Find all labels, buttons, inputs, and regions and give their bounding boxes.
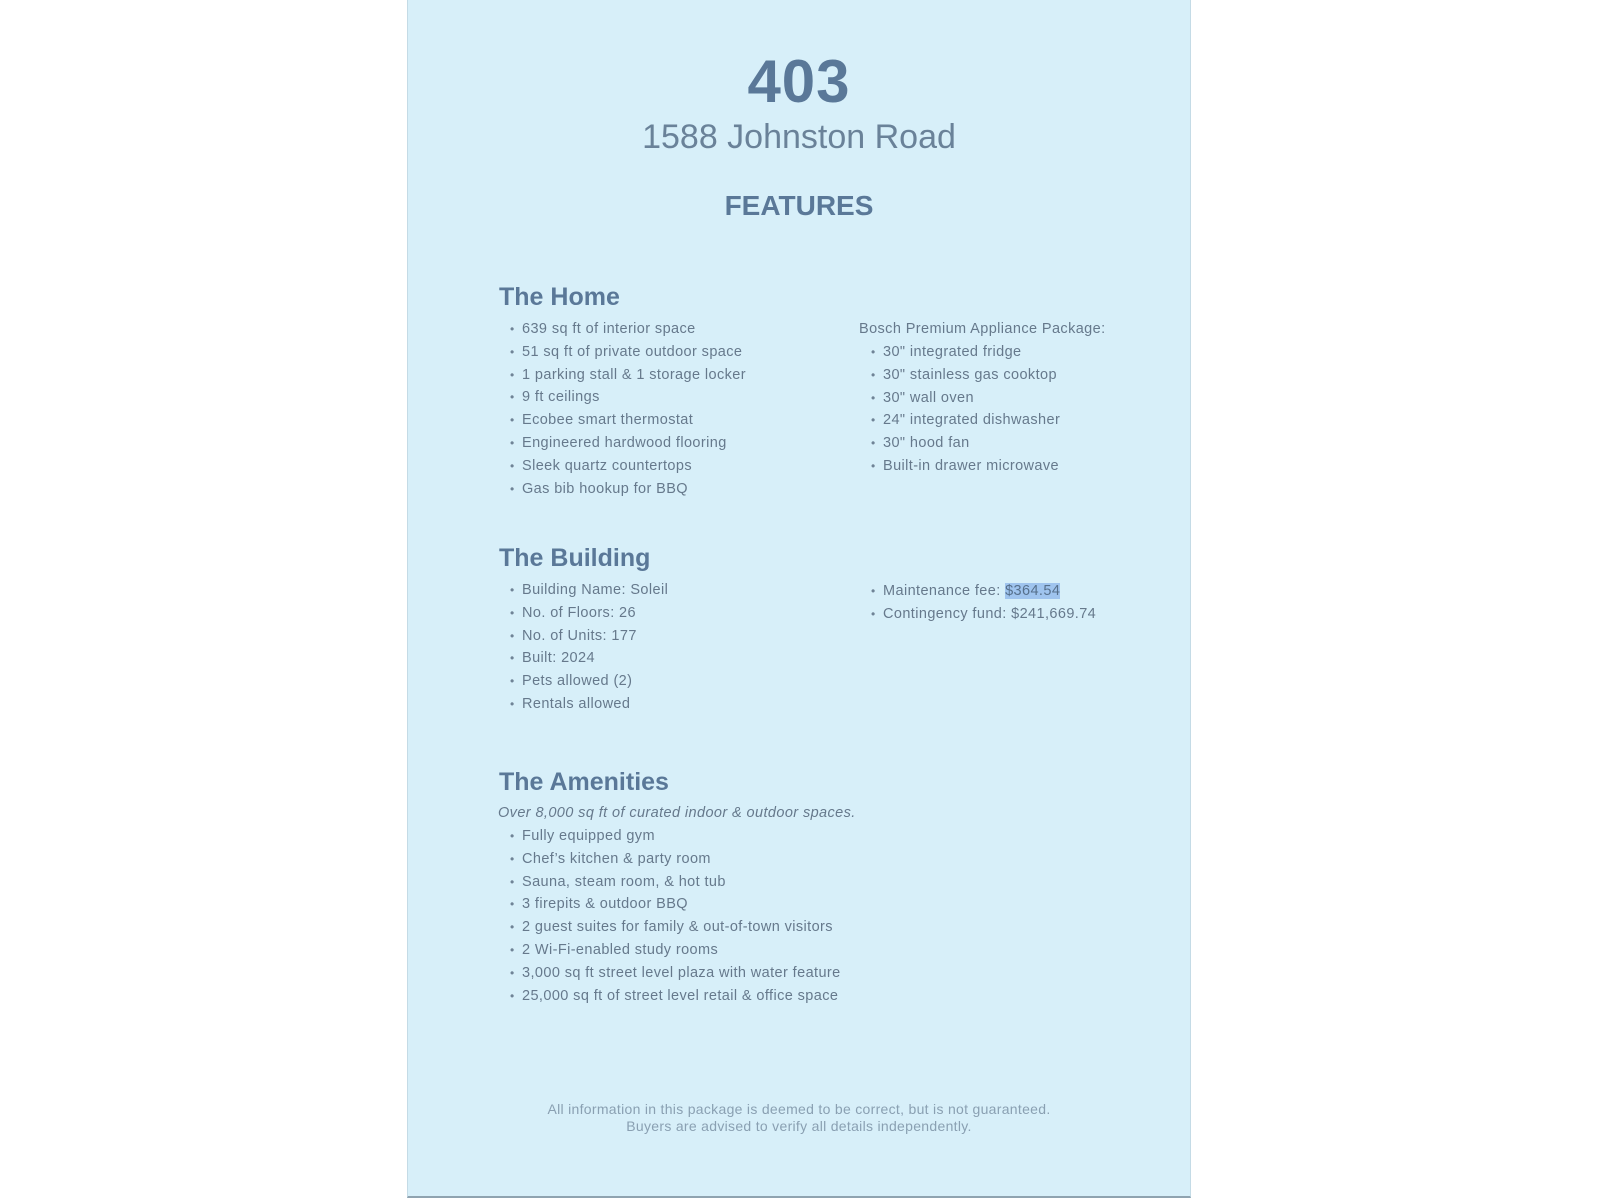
list-item: • 2 Wi-Fi-enabled study rooms xyxy=(510,939,841,962)
appliance-list xyxy=(871,341,1060,478)
bullet-icon: • xyxy=(871,413,876,428)
list-item: • 25,000 sq ft of street level retail & office space xyxy=(510,985,841,1008)
list-item: • 3,000 sq ft street level plaza with water feature xyxy=(510,962,841,985)
list-item: • No. of Units: 177 xyxy=(510,625,668,648)
list-item: • 30" hood fan xyxy=(871,432,1060,455)
bullet-icon: • xyxy=(510,583,515,597)
list-item: • 30" wall oven xyxy=(871,387,1060,410)
disclaimer xyxy=(408,1101,1190,1135)
bullet-icon: • xyxy=(510,628,515,643)
property-address: 1588 Johnston Road xyxy=(642,118,956,156)
list-item: • 51 sq ft of private outdoor space xyxy=(510,341,746,364)
list-item: • Building Name: Soleil xyxy=(510,579,668,602)
list-item: • Rentals allowed xyxy=(510,693,668,716)
appliance-package-heading: Bosch Premium Appliance Package: xyxy=(859,321,1106,337)
amenities-tagline: Over 8,000 sq ft of curated indoor & outdoor spaces. xyxy=(498,805,856,821)
features-heading: FEATURES xyxy=(724,190,874,221)
bullet-icon: • xyxy=(510,829,515,843)
list-item-maintenance-fee: • Maintenance fee: $364.54 xyxy=(871,580,1096,603)
bullet-icon: • xyxy=(510,458,515,473)
amenities-list xyxy=(510,825,841,1007)
bullet-icon: • xyxy=(510,965,515,980)
bullet-icon: • xyxy=(871,390,876,405)
section-title-amenities: The Amenities xyxy=(499,768,669,796)
disclaimer-line-1: All information in this package is deemed to be correct, but is not guaranteed. xyxy=(547,1101,1051,1117)
bullet-icon: • xyxy=(510,696,515,711)
list-item: • 639 sq ft of interior space xyxy=(510,318,746,341)
list-item: • Gas bib hookup for BBQ xyxy=(510,478,746,501)
disclaimer-line-2: Buyers are advised to verify all details independently. xyxy=(626,1118,972,1134)
bullet-icon: • xyxy=(510,988,515,1003)
building-financials-list xyxy=(871,580,1096,626)
list-item: • Chef’s kitchen & party room xyxy=(510,848,841,871)
list-item: • Sauna, steam room, & hot tub xyxy=(510,871,841,894)
list-item: • Ecobee smart thermostat xyxy=(510,409,746,432)
maintenance-fee-value-selected[interactable]: $364.54 xyxy=(1005,583,1061,599)
list-item: • Fully equipped gym xyxy=(510,825,841,848)
list-item: • 9 ft ceilings xyxy=(510,386,746,409)
bullet-icon: • xyxy=(510,874,515,889)
bullet-icon: • xyxy=(871,584,876,598)
list-item: • Pets allowed (2) xyxy=(510,670,668,693)
bullet-icon: • xyxy=(871,367,876,382)
bullet-icon: • xyxy=(510,322,515,336)
bullet-icon: • xyxy=(510,651,515,666)
list-item: • 2 guest suites for family & out-of-town visitors xyxy=(510,916,841,939)
list-item: • 30" stainless gas cooktop xyxy=(871,364,1060,387)
building-details-list xyxy=(510,579,668,716)
list-item: • 1 parking stall & 1 storage locker xyxy=(510,364,746,387)
bullet-icon: • xyxy=(871,436,876,451)
bullet-icon: • xyxy=(510,942,515,957)
bullet-icon: • xyxy=(510,344,515,359)
bullet-icon: • xyxy=(510,390,515,405)
bullet-icon: • xyxy=(510,481,515,496)
bullet-icon: • xyxy=(871,345,876,359)
bullet-icon: • xyxy=(510,367,515,382)
list-item: • Sleek quartz countertops xyxy=(510,455,746,478)
list-item: • Built-in drawer microwave xyxy=(871,455,1060,478)
list-item: • No. of Floors: 26 xyxy=(510,602,668,625)
bullet-icon: • xyxy=(510,897,515,912)
bullet-icon: • xyxy=(871,606,876,621)
section-title-building: The Building xyxy=(499,544,651,572)
list-item: • 3 firepits & outdoor BBQ xyxy=(510,893,841,916)
features-page xyxy=(407,0,1191,1198)
bullet-icon: • xyxy=(871,458,876,473)
bullet-icon: • xyxy=(510,920,515,935)
list-item: • Built: 2024 xyxy=(510,647,668,670)
list-item: • 30" integrated fridge xyxy=(871,341,1060,364)
bullet-icon: • xyxy=(510,851,515,866)
list-item-contingency-fund: • Contingency fund: $241,669.74 xyxy=(871,603,1096,626)
list-item: • Engineered hardwood flooring xyxy=(510,432,746,455)
bullet-icon: • xyxy=(510,413,515,428)
section-title-home: The Home xyxy=(499,283,620,311)
unit-number: 403 xyxy=(747,48,851,115)
home-features-list xyxy=(510,318,746,500)
bullet-icon: • xyxy=(510,605,515,620)
bullet-icon: • xyxy=(510,674,515,689)
list-item: • 24" integrated dishwasher xyxy=(871,409,1060,432)
bullet-icon: • xyxy=(510,435,515,450)
